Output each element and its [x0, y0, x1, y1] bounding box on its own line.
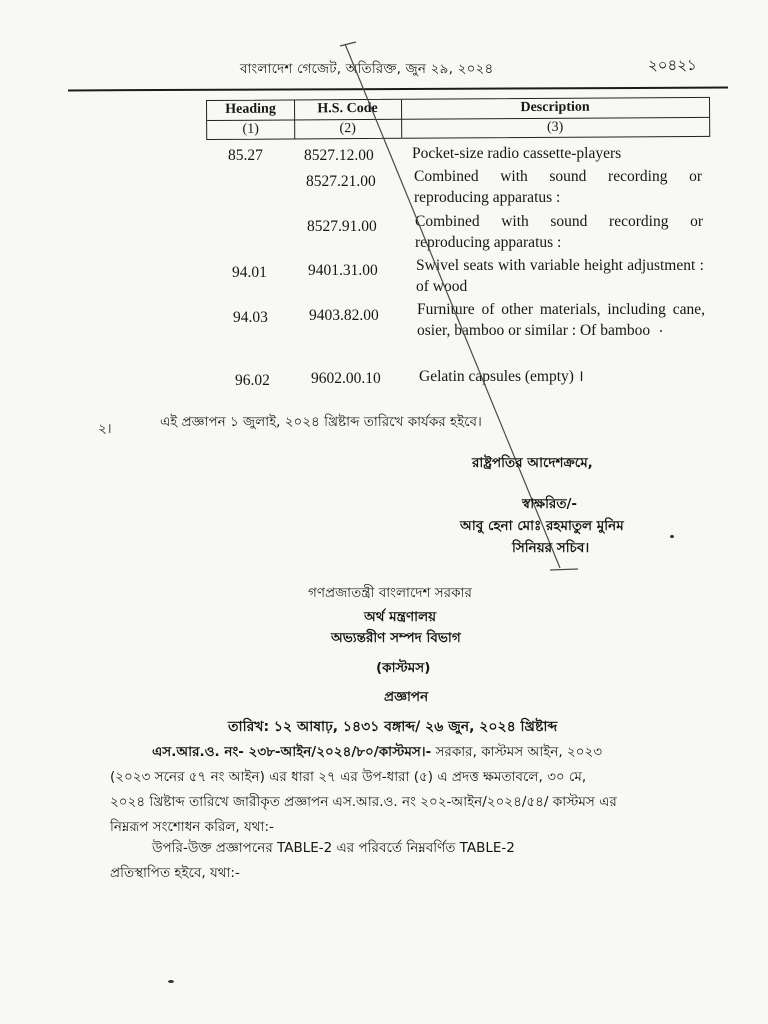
- government-name: গণপ্রজাতন্ত্রী বাংলাদেশ সরকার: [308, 585, 472, 601]
- row-description: Pocket-size radio cassette-players: [412, 145, 622, 162]
- row-description: Combined with sound recording or reproducing apparatus :: [414, 168, 702, 206]
- gazette-header-title: বাংলাদেশ গেজেট, অতিরিক্ত, জুন ২৯, ২০২৪: [240, 61, 494, 77]
- column-description-label: Description: [520, 99, 590, 116]
- division-name: অভ্যন্তরীণ সম্পদ বিভাগ: [331, 630, 461, 646]
- column-heading-label: Heading: [225, 101, 276, 117]
- row-hs-code: 8527.12.00: [304, 147, 374, 164]
- column-description-number: (3): [546, 119, 564, 135]
- signatory-designation: সিনিয়র সচিব।: [512, 540, 590, 556]
- notice-date: তারিখ: ১২ আষাঢ়, ১৪৩১ বঙ্গাব্দ/ ২৬ জুন, ২০২৪ খ্রিষ্টাব্দ: [228, 719, 558, 735]
- clause-number: ২।: [98, 421, 112, 437]
- scan-speck: [168, 980, 174, 983]
- column-heading-number: (1): [242, 121, 259, 137]
- row-description: Gelatin capsules (empty) ।: [419, 368, 584, 385]
- row-heading: 85.27: [228, 147, 263, 164]
- amendment-line: প্রতিস্থাপিত হইবে, যথা:-: [110, 865, 240, 881]
- clause-text: এই প্রজ্ঞাপন ১ জুলাই, ২০২৪ খ্রিষ্টাব্দ তারিখে কার্যকর হইবে।: [160, 414, 482, 430]
- row-hs-code: 8527.91.00: [307, 218, 377, 235]
- row-description: Furniture of other materials, including cane, osier, bamboo or similar : Of bamboo: [417, 301, 705, 339]
- scan-speck: [670, 535, 674, 538]
- row-heading: 94.01: [232, 264, 267, 281]
- signatory-name: আবু হেনা মোঃ রহমাতুল মুনিম: [460, 518, 624, 534]
- row-hs-code: 9403.82.00: [309, 307, 379, 324]
- sro-number: এস.আর.ও. নং- ২৩৮-আইন/২০২৪/৮০/কাস্টমস।-: [152, 744, 432, 760]
- page-number: ২০৪২১: [648, 56, 697, 74]
- body-line: নিম্নরূপ সংশোধন করিল, যথা:-: [110, 819, 274, 835]
- column-hs-code-label: H.S. Code: [317, 100, 378, 117]
- row-heading: 94.03: [233, 309, 268, 326]
- notice-title: প্রজ্ঞাপন: [384, 689, 429, 705]
- row-hs-code: 9602.00.10: [311, 370, 381, 387]
- column-hs-code-number: (2): [339, 121, 356, 137]
- amendment-paragraph: [110, 836, 722, 886]
- row-description: Combined with sound recording or reproducing apparatus :: [415, 213, 703, 251]
- notice-body: [110, 740, 722, 840]
- body-line: [110, 740, 722, 765]
- row-hs-code: 8527.21.00: [306, 173, 376, 190]
- signature-order: রাষ্ট্রপতির আদেশক্রমে,: [472, 455, 593, 471]
- body-line-1-rest: সরকার, কাস্টমস আইন, ২০২৩: [431, 744, 603, 760]
- signature-signed: স্বাক্ষরিত/-: [522, 496, 578, 512]
- row-description: Swivel seats with variable height adjustment : of wood: [416, 257, 704, 295]
- body-line: (২০২৩ সনের ৫৭ নং আইন) এর ধারা ২৭ এর উপ-ধারা (৫) এ প্রদত্ত ক্ষমতাবলে, ৩০ মে,: [110, 769, 587, 785]
- scan-speck: [660, 330, 662, 332]
- row-heading: 96.02: [235, 372, 270, 389]
- body-line: ২০২৪ খ্রিষ্টাব্দ তারিখে জারীকৃত প্রজ্ঞাপন এস.আর.ও. নং ২০২-আইন/২০২৪/৫৪/ কাস্টমস এর: [110, 794, 617, 810]
- ministry-name: অর্থ মন্ত্রণালয়: [364, 609, 437, 625]
- section-name: (কাস্টমস): [376, 660, 431, 676]
- amendment-line: উপরি-উক্ত প্রজ্ঞাপনের TABLE-2 এর পরিবর্তে নিম্নবর্ণিত TABLE-2: [152, 840, 515, 856]
- row-hs-code: 9401.31.00: [308, 262, 378, 279]
